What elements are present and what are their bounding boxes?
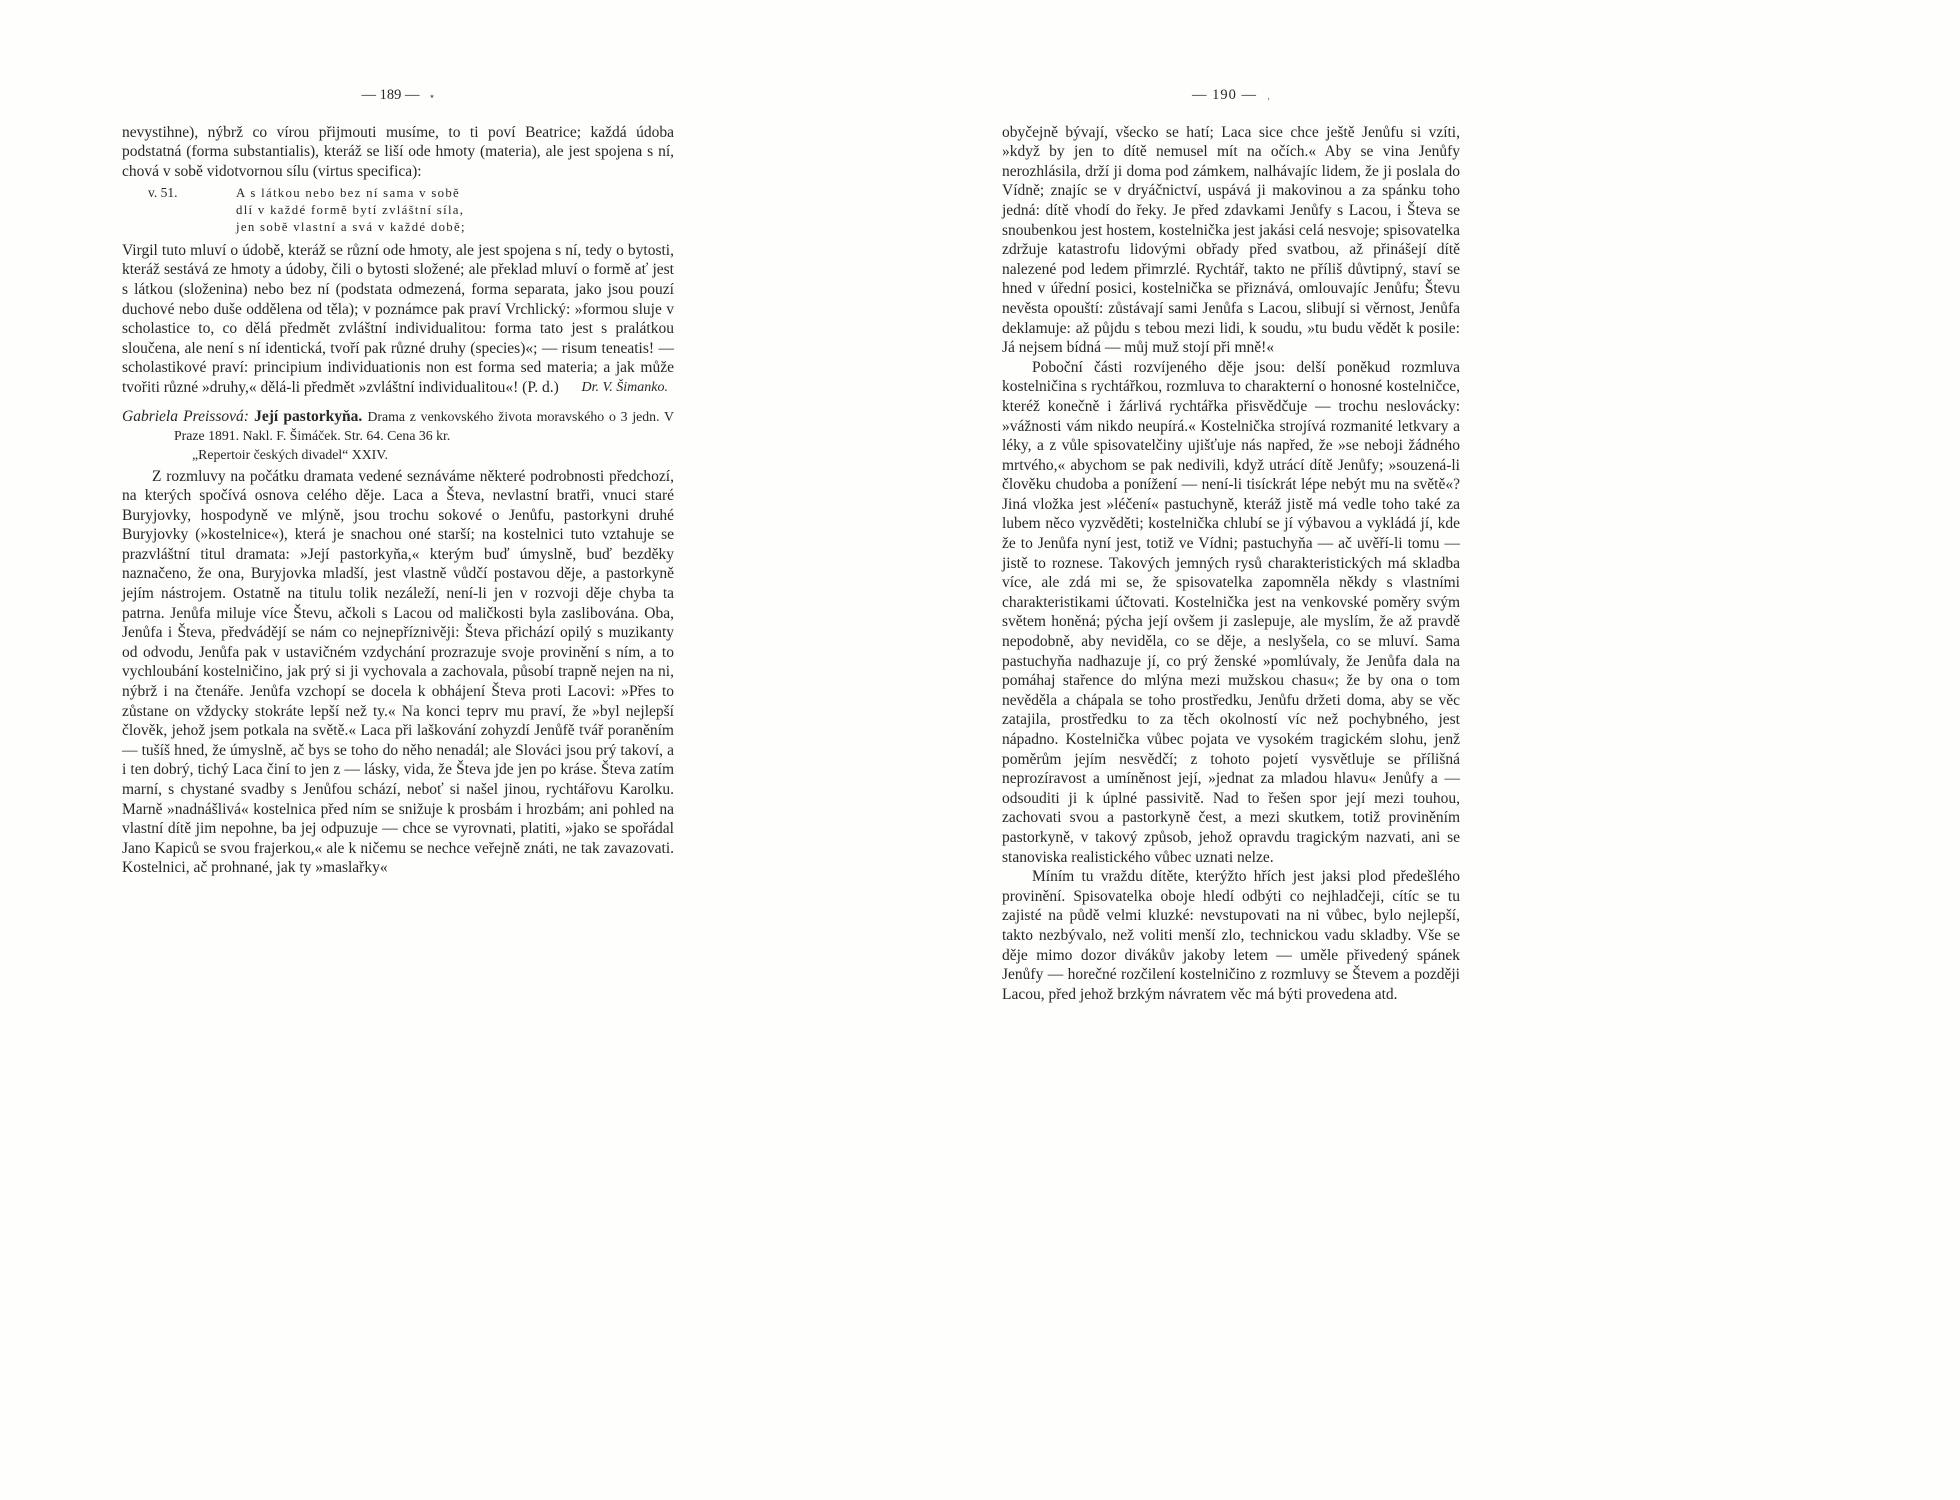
- author-signature: Dr. V. Šimanko.: [581, 379, 668, 395]
- verse-label: v. 51.: [148, 185, 178, 201]
- paragraph-continuation: nevystihne), nýbrž co vírou přijmouti musíme, to ti poví Beatrice; každá údoba podstatná (forma substantialis), kteráž se liší ode hmoty (materia), ale jest spojena s ní, chová v sobě vidotvornou sílu (virtus specifica):: [122, 123, 674, 180]
- review-details: Drama z venkovského života moravského o 3 jedn. V Praze 1891. Nakl. F. Šimáček. Str. 64. Cena 36 kr.: [174, 408, 675, 443]
- verse-lines: [236, 185, 466, 235]
- verse-block: [122, 185, 674, 235]
- paragraph: Poboční části rozvíjeného děje jsou: delší poněkud rozmluva kostelničina s rychtářkou, rozmluva to charakterní o honosné kostelničce, kteréž konečně i žárlivá rychtářka přisvědčuje — trochu neslovácky: »vážnosti vám nikdo neupírá.« Kostelnička strojívá rozmanité letkvary a léky, a z vůle spisovatelčiny ujišťuje nás napřed, že »se neboji žádného mrtvého,« abychom se pak nedivili, když utrácí dítě Jenůfy; »souzená-li člověku chudoba a ponížení — není-li tisíckrát lépe nebýt mu na světě«? Jiná vložka jest »léčení« pastuchyně, kteráž jistě má vedle toho také za lubem něco vyzvěděti; kostelnička chlubí se jí výbavou a vykládá jí, kde že to Jenůfa nyní jest, totiž ve Vídni; pastuchyňa — ač uvěří-li tomu — jistě to roznese. Takových jemných rysů charakteristických má skladba více, ale zdá mi se, že spisovatelka zapomněla někdy s vlastními charakteristikami účtovati. Kostelnička jest na venkovské poměry svým světem honěná; pýcha její ovšem ji zaslepuje, ale myslím, že až pravdě nepodobně, aby neviděla, co se děje, a neslyšela, co se mluví. Sama pastuchyňa nadhazuje jí, co prý ženské »pomlúvaly, že Jenůfa dala na pomáhaj stařence do mlýna mezi mužskou chasu«; že by ona o tom nevěděla a chápala se toho prostředku, Jenůfu držeti doma, aby se věc zatajila, prostředku to za těch okolností víc než pochybného, jest nápadno. Kostelnička vůbec pojata ve vysokém tragickém slohu, jenž poměrům jejím nesvědčí; z tohoto pojetí vysvětluje se přílišná neprozíravost a umíněnost její, »jednat za mladou hlavu« Jenůfy a — odsouditi ji k úplné passivitě. Nad to řešen spor její mezi touhou, zachovati svou a pastorkyně čest, a mezi skutkem, totiž proviněním pastorkyně, v takový způsob, jehož opravdu tragickým nazvati, ani se stanoviska realistického vůbec uznati nelze.: [1002, 358, 1460, 866]
- paragraph: Míním tu vraždu dítěte, kterýžto hřích jest jaksi plod předešlého provinění. Spisovatelka oboje hledí odbýti co nejhladčeji, cítíc se tu zajisté na půdě velmi kluzké: nevstupovati na ni vůbec, bylo nejlepší, takto nezbývalo, než voliti menší zlo, technickou vadu skladby. Vše se děje mimo dozor divákův jakoby letem — uměle přivedený spánek Jenůfy — horečné rozčilení kostelničino z rozmluvy se Števem a později Lacou, před jehož brzkým návratem věc má býti provedena atd.: [1002, 868, 1460, 1003]
- page-right: [1002, 86, 1460, 1004]
- review-series: „Repertoir českých divadel“ XXIV.: [192, 446, 388, 462]
- printer-mark-right: ‚: [1267, 91, 1270, 101]
- printer-mark-left: ٭: [429, 91, 435, 101]
- page-left: [122, 86, 674, 878]
- verse-line: A s látkou nebo bez ní sama v sobě: [236, 186, 461, 201]
- paragraph-continuation: obyčejně bývají, všecko se hatí; Laca sice chce ještě Jenůfu si vzíti, »když by jen to dítě nemusel mít na očích.« Aby se vina Jenůfy nerozhlásila, drží ji doma pod zámkem, nalhávajíc lidem, že ji poslala do Vídně; znajíc se v dryáčnictví, uspává ji makovinou a za spánku toho jedná: dítě vhodí do řeky. Je před zdavkami Jenůfy s Lacou, i Števa se snoubenkou jest hostem, kostelnička jest jakási celá nesvoje; spisovatelka zdržuje katastrofu lidovými obřady před svatbou, až přinášejí dítě nalezené pod ledem přimrzlé. Rychtář, takto ne příliš důvtipný, staví se hned v úřední posici, kostelnička se přiznává, omlouvajíc Jenůfu; Števu nevěsta opouští: zůstávají sami Jenůfa s Lacou, slibují si věrnost, Jenůfa deklamuje: až půjdu s tebou mezi lidi, k soudu, »tu budu vědět k posile: Já nejsem bídná — můj muž stojí při mně!«: [1002, 123, 1460, 357]
- review-title: Její pastorkyňa.: [254, 407, 363, 425]
- page-number-right-text: — 190 —: [1192, 87, 1257, 103]
- verse-line: dlí v každé formě bytí zvláštní síla,: [236, 203, 465, 218]
- paragraph-virgil: Virgil tuto mluví o údobě, kteráž se různí ode hmoty, ale jest spojena s ní, tedy o bytosti, kteráž sestává ze hmoty a údoby, čili o bytosti složené; ale překlad mluví o formě ať jest s látkou (složenina) nebo bez ní (podstata odmezená, forma separata, jako jsou pouzí duchové nebo duše oddělena od těla); v poznámce pak praví Vrchlický: »formou sluje v scholastice to, co dělá předmět zvláštní individualitou: forma tato jest s pralátkou sloučena, ale není s ní identická, tvoří pak různé druhy (species)«; — risum teneatis! — scholastikové praví: principium individuationis non est forma sed materia; a jak může tvořiti různé »druhy,« dělá-li předmět »zvláštní individualitou«! (P. d.): [122, 241, 674, 396]
- verse-line: jen sobě vlastní a svá v každé době;: [236, 219, 466, 234]
- review-author: Gabriela Preissová:: [122, 407, 249, 425]
- review-heading: [122, 407, 674, 464]
- page-number-left: [122, 86, 674, 107]
- page-number-left-text: — 189 —: [361, 87, 420, 103]
- page-number-right: [1002, 86, 1460, 107]
- paragraph-review-body: Z rozmluvy na počátku dramata vedené seznáváme některé podrobnosti předchozí, na kterých spočívá osnova celého děje. Laca a Števa, nevlastní bratři, vnuci staré Buryjovky, hospodyně ve mlýně, jsou trochu sokové o Jenůfu, pastorkyni druhé Buryjovky (»kostelnice«), která je snachou oné starší; na kostelnici tuto vztahuje se prazvláštní titul dramata: »Její pastorkyňa,« kterým buď úmyslně, buď bezděky naznačeno, že ona, Buryjovka mladší, jest vlastně vůdčí postavou děje, a pastorkyně jejím nástrojem. Ostatně na titulu tolik nezáleží, není-li jen v rozvoji děje chyba ta patrna. Jenůfa miluje více Števu, ačkoli s Lacou od maličkosti byla zaslibována. Oba, Jenůfa i Števa, předvádějí se nám co nejnepříznivěji: Števa přichází opilý s muzikanty od odvodu, Jenůfa pak v ustavičném vzdychání prozrazuje svoje provinění s ním, a to vychloubání kostelničino, jak prý si ji vychovala a zachovala, působí trapně nejen na ni, nýbrž i na čtenáře. Jenůfa vzchopí se docela k obhájení Števa proti Lacovi: »Přes to zůstane on vždycky stokráte lepší než ty.« Na konci teprv mu praví, že »byl nejlepší člověk, jehož jsem potkala na světě.« Laca při laškování zohyzdí Jenůfě tvář poraněním — tušíš hned, že úmyslně, ač bys se toho do něho nenadál; ale Slováci jsou prý takoví, a i ten dobrý, tichý Laca činí to jen z — lásky, vida, že Števa jde jen po kráse. Števa zatím marní, s chystané svadby s Jenůfou schází, neboť si našel jinou, rychtářovu Karolku. Marně »nadnášlivá« kostelnica před ním se snižuje k prosbám i hrozbám; ani pohled na vlastní dítě jim nepohne, ba jej odpuzuje — chce se vyrovnati, platiti, »jako se spořádal Jano Kapiců se svou frajerkou,« ale k ničemu se nechce veřejně znáti, ne tak zavazovati. Kostelnici, ač prohnané, jak ty »maslařky«: [122, 467, 674, 877]
